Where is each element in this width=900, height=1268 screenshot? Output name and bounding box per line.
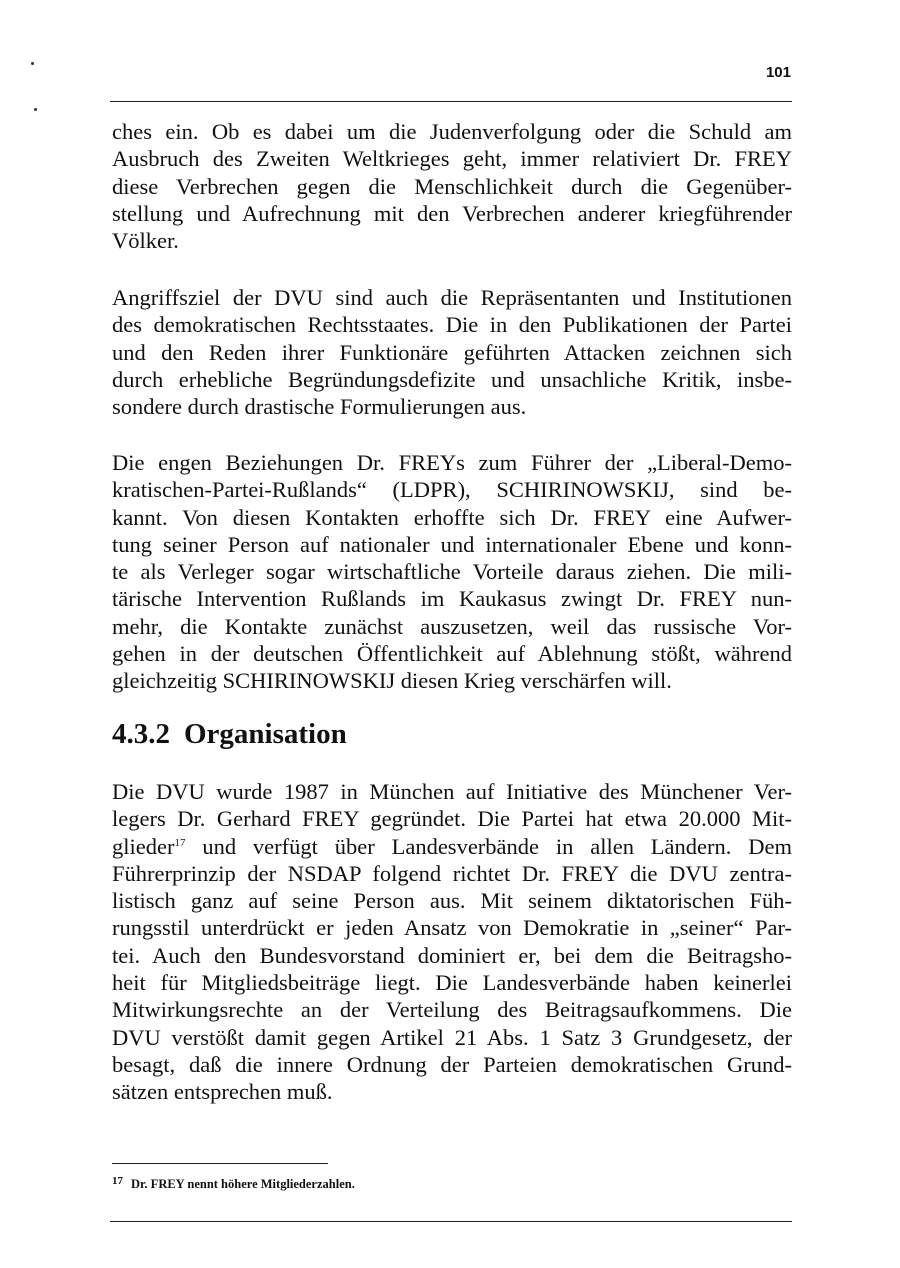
text-line: tei. Auch den Bundesvorstand dominiert er, bei dem die Beitragsho- [112,942,792,968]
text-line: durch erhebliche Begründungsdefizite und unsachliche Kritik, insbe- [112,366,792,392]
text-line [112,833,792,860]
text-line: Die DVU wurde 1987 in München auf Initiative des Münchener Ver- [112,779,792,804]
section-title: Organisation [184,718,347,750]
text-line: gleichzeitig SCHIRINOWSKIJ diesen Krieg verschärfen will. [112,668,672,694]
paragraph-1 [112,118,792,254]
scan-speck [34,108,37,111]
text-line: Völker. [112,228,179,254]
text-line: gehen in der deutschen Öffentlichkeit auf Ablehnung stößt, während [112,641,792,667]
text-line: Mitwirkungsrechte an der Verteilung des Beitragsaufkommens. Die [112,997,792,1023]
text-line: kratischen-Partei-Rußlands“ (LDPR), SCHIRINOWSKIJ, sind be- [112,477,792,503]
paragraph-organisation [112,778,792,1106]
header-rule [110,101,792,102]
text-line: des demokratischen Rechtsstaates. Die in den Publikationen der Partei [112,312,792,338]
section-heading [112,718,347,751]
text-line: sätzen entsprechen muß. [112,1079,333,1105]
text-line: DVU verstößt damit gegen Artikel 21 Abs. 1 Satz 3 Grundgesetz, der [112,1024,792,1050]
text-line: legers Dr. Gerhard FREY gegründet. Die Partei hat etwa 20.000 Mit- [112,806,792,832]
text-line: te als Verleger sogar wirtschaftliche Vorteile daraus ziehen. Die mili- [112,559,792,585]
text-line: rungsstil unterdrückt er jeden Ansatz von Demokratie in „seiner“ Par- [112,915,792,941]
scan-speck [31,62,34,65]
section-number: 4.3.2 [112,718,170,750]
text-line: listisch ganz auf seine Person aus. Mit seinem diktatorischen Füh- [112,888,792,914]
text-line: tung seiner Person auf nationaler und internationaler Ebene und konn- [112,531,792,557]
text-line: mehr, die Kontakte zunächst auszusetzen, weil das russische Vor- [112,613,792,639]
footnote-number: 17 [112,1175,123,1187]
text-line: tärische Intervention Rußlands im Kaukasus zwingt Dr. FREY nun- [112,586,792,612]
footnote-rule [112,1163,328,1164]
footnote-text: Dr. FREY nennt höhere Mitgliederzahlen. [131,1177,355,1191]
text-line: kannt. Von diesen Kontakten erhoffte sich Dr. FREY eine Aufwer- [112,504,792,530]
text-line: Die engen Beziehungen Dr. FREYs zum Führer der „Liberal-Demo- [112,450,792,475]
footnote-reference[interactable]: 17 [174,836,186,849]
paragraph-3 [112,449,792,695]
footnote [112,1175,355,1192]
footer-rule [110,1221,792,1222]
text-line: sondere durch drastische Formulierungen aus. [112,394,527,420]
text-line: Führerprinzip der NSDAP folgend richtet Dr. FREY die DVU zentra- [112,860,792,886]
text-line: ches ein. Ob es dabei um die Judenverfolgung oder die Schuld am [112,119,792,144]
text-line: besagt, daß die innere Ordnung der Parteien demokratischen Grund- [112,1051,792,1077]
text-line: heit für Mitgliedsbeiträge liegt. Die Landesverbände haben keinerlei [112,970,792,996]
text-line: Ausbruch des Zweiten Weltkrieges geht, immer relativiert Dr. FREY [112,146,792,172]
text-line: diese Verbrechen gegen die Menschlichkeit durch die Gegenüber- [112,173,792,199]
text-fragment: und verfügt über Landesverbände in allen Ländern. Dem [185,833,792,859]
paragraph-2 [112,284,792,420]
text-line: und den Reden ihrer Funktionäre geführten Attacken zeichnen sich [112,339,792,365]
page-number: 101 [765,64,791,81]
text-line: Angriffsziel der DVU sind auch die Repräsentanten und Institutionen [112,285,792,310]
text-line: stellung und Aufrechnung mit den Verbrechen anderer kriegführender [112,200,792,226]
text-fragment: glieder [112,833,175,859]
